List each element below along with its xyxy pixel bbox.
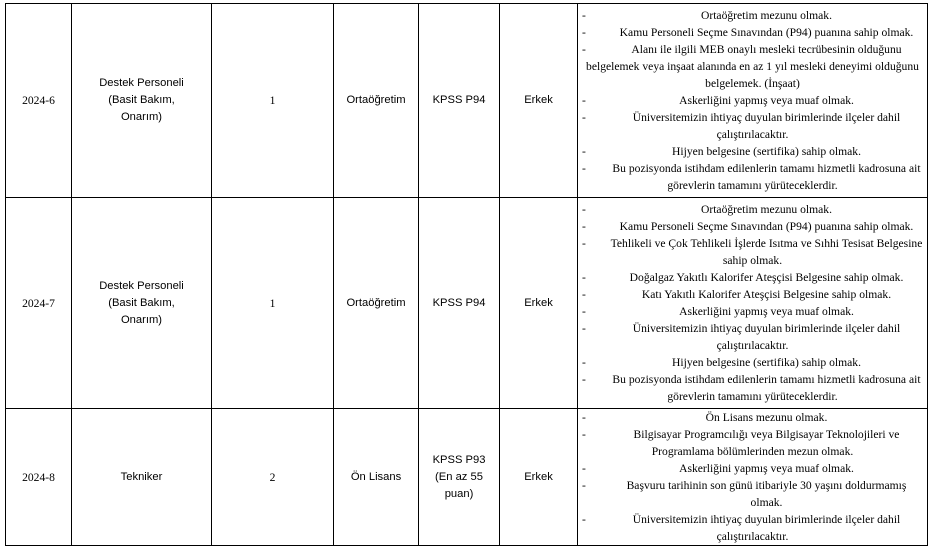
requirement-item [582, 235, 923, 252]
requirement-text: belgelemek. (İnşaat) [705, 77, 800, 90]
requirement-item [582, 460, 923, 477]
requirements-cell [578, 4, 928, 198]
bullet-dash: - [582, 271, 586, 284]
requirement-item [582, 337, 923, 354]
requirement-text: Üniversitemizin ihtiyaç duyulan birimlerinde ilçeler dahil [632, 111, 901, 124]
education-level: Ön Lisans [334, 409, 419, 546]
bullet-dash: - [582, 288, 586, 301]
requirement-item [582, 443, 923, 460]
exam-score-line: (En az 55 [435, 470, 483, 483]
requirement-item [582, 286, 923, 303]
bullet-dash: - [582, 356, 586, 369]
position-title-line: Tekniker [120, 470, 163, 483]
requirement-text: Üniversitemizin ihtiyaç duyulan birimlerinde ilçeler dahil [632, 513, 901, 526]
bullet-dash: - [582, 479, 586, 492]
bullet-dash: - [582, 43, 586, 56]
requirement-text: Askerliğini yapmış veya muaf olmak. [679, 462, 854, 475]
requirement-item [582, 388, 923, 405]
position-title [72, 4, 212, 198]
requirement-text: Askerliğini yapmış veya muaf olmak. [679, 305, 854, 318]
bullet-dash: - [582, 322, 586, 335]
exam-score [419, 4, 500, 198]
position-code: 2024-6 [6, 4, 72, 198]
bullet-dash: - [582, 162, 586, 175]
requirement-text: Kamu Personeli Seçme Sınavından (P94) puanına sahip olmak. [619, 220, 914, 233]
bullet-dash: - [582, 237, 586, 250]
requirement-text: Bu pozisyonda istihdam edilenlerin tamamı hizmetli kadrosuna ait [612, 162, 921, 175]
requirement-item [582, 201, 923, 218]
requirement-text: Üniversitemizin ihtiyaç duyulan birimlerinde ilçeler dahil [632, 322, 901, 335]
requirement-text: Tehlikeli ve Çok Tehlikeli İşlerde Isıtma ve Sıhhi Tesisat Belgesine [610, 237, 923, 250]
position-title-line: Destek Personeli [99, 77, 184, 89]
position-title-line: Onarım) [120, 313, 163, 326]
position-count: 2 [212, 409, 334, 546]
requirement-item [582, 58, 923, 75]
requirement-item [582, 371, 923, 388]
bullet-dash: - [582, 373, 586, 386]
bullet-dash: - [582, 462, 586, 475]
exam-score [419, 198, 500, 409]
position-title-line: (Basit Bakım, [108, 296, 175, 309]
gender: Erkek [500, 409, 578, 546]
education-level: Ortaöğretim [334, 198, 419, 409]
bullet-dash: - [582, 145, 586, 158]
requirements-cell [578, 198, 928, 409]
requirement-text: görevlerin tamamını yürüteceklerdir. [667, 390, 838, 403]
exam-score-line: puan) [444, 487, 474, 500]
requirement-text: Programlama bölümlerinden mezun olmak. [651, 445, 854, 458]
position-title-line: Destek Personeli [99, 279, 184, 292]
exam-score [419, 409, 500, 546]
requirement-text: Katı Yakıtlı Kalorifer Ateşçisi Belgesine sahip olmak. [641, 288, 892, 301]
requirement-item [582, 24, 923, 41]
requirement-text: Ön Lisans mezunu olmak. [705, 411, 828, 424]
table-row [6, 409, 928, 546]
bullet-dash: - [582, 305, 586, 318]
requirement-item [582, 177, 923, 194]
requirement-text: Kamu Personeli Seçme Sınavından (P94) puanına sahip olmak. [619, 26, 914, 39]
requirement-item [582, 41, 923, 58]
requirement-text: çalıştırılacaktır. [716, 530, 789, 543]
position-count: 1 [212, 198, 334, 409]
requirement-text: Askerliğini yapmış veya muaf olmak. [679, 94, 854, 107]
requirement-item [582, 426, 923, 443]
requirement-text: Bu pozisyonda istihdam edilenlerin tamamı hizmetli kadrosuna ait [612, 373, 921, 386]
bullet-dash: - [582, 411, 586, 424]
bullet-dash: - [582, 428, 586, 441]
requirement-item [582, 320, 923, 337]
requirement-item [582, 409, 923, 426]
requirement-item [582, 7, 923, 24]
positions-table [5, 3, 928, 546]
requirement-text: Doğalgaz Yakıtlı Kalorifer Ateşçisi Belgesine sahip olmak. [629, 271, 904, 284]
position-count: 1 [212, 4, 334, 198]
table-row [6, 4, 928, 198]
position-title [72, 409, 212, 546]
requirement-text: Hijyen belgesine (sertifika) sahip olmak. [672, 145, 861, 158]
requirement-item [582, 143, 923, 160]
requirement-text: Bilgisayar Programcılığı veya Bilgisayar Teknolojileri ve [633, 428, 900, 441]
requirement-item [582, 218, 923, 235]
table-row [6, 198, 928, 409]
position-title-line: Onarım) [120, 111, 163, 123]
requirement-item [582, 75, 923, 92]
exam-score-line: KPSS P94 [432, 296, 486, 309]
requirement-item [582, 354, 923, 371]
requirement-text: Başvuru tarihinin son günü itibariyle 30 yaşını doldurmamış olmak. [626, 479, 907, 509]
bullet-dash: - [582, 26, 586, 39]
requirement-text: belgelemek veya inşaat alanında en az 1 yıl mesleki deneyimi olduğunu [586, 60, 919, 73]
bullet-dash: - [582, 220, 586, 233]
requirement-text: Ortaöğretim mezunu olmak. [700, 9, 833, 22]
requirement-item [582, 269, 923, 286]
requirement-item [582, 109, 923, 126]
requirement-item [582, 477, 923, 511]
bullet-dash: - [582, 94, 586, 107]
requirement-text: sahip olmak. [722, 254, 783, 267]
education-level: Ortaöğretim [334, 4, 419, 198]
requirement-text: görevlerin tamamını yürüteceklerdir. [667, 179, 838, 192]
requirement-item [582, 160, 923, 177]
position-title [72, 198, 212, 409]
gender: Erkek [500, 4, 578, 198]
bullet-dash: - [582, 203, 586, 216]
exam-score-line: KPSS P93 [432, 453, 486, 466]
requirement-item [582, 303, 923, 320]
gender: Erkek [500, 198, 578, 409]
bullet-dash: - [582, 513, 586, 526]
requirement-text: çalıştırılacaktır. [716, 128, 789, 141]
position-code: 2024-8 [6, 409, 72, 546]
bullet-dash: - [582, 9, 586, 22]
requirement-item [582, 126, 923, 143]
requirement-item [582, 92, 923, 109]
position-title-line: (Basit Bakım, [108, 94, 175, 106]
requirement-text: Hijyen belgesine (sertifika) sahip olmak. [672, 356, 861, 369]
requirements-cell [578, 409, 928, 546]
bullet-dash: - [582, 111, 586, 124]
position-code: 2024-7 [6, 198, 72, 409]
requirement-text: Alanı ile ilgili MEB onaylı mesleki tecrübesinin olduğunu [631, 43, 902, 56]
requirement-item [582, 511, 923, 528]
requirement-text: çalıştırılacaktır. [716, 339, 789, 352]
requirement-item [582, 252, 923, 269]
requirement-text: Ortaöğretim mezunu olmak. [700, 203, 833, 216]
requirement-item [582, 528, 923, 545]
exam-score-line: KPSS P94 [432, 94, 486, 106]
